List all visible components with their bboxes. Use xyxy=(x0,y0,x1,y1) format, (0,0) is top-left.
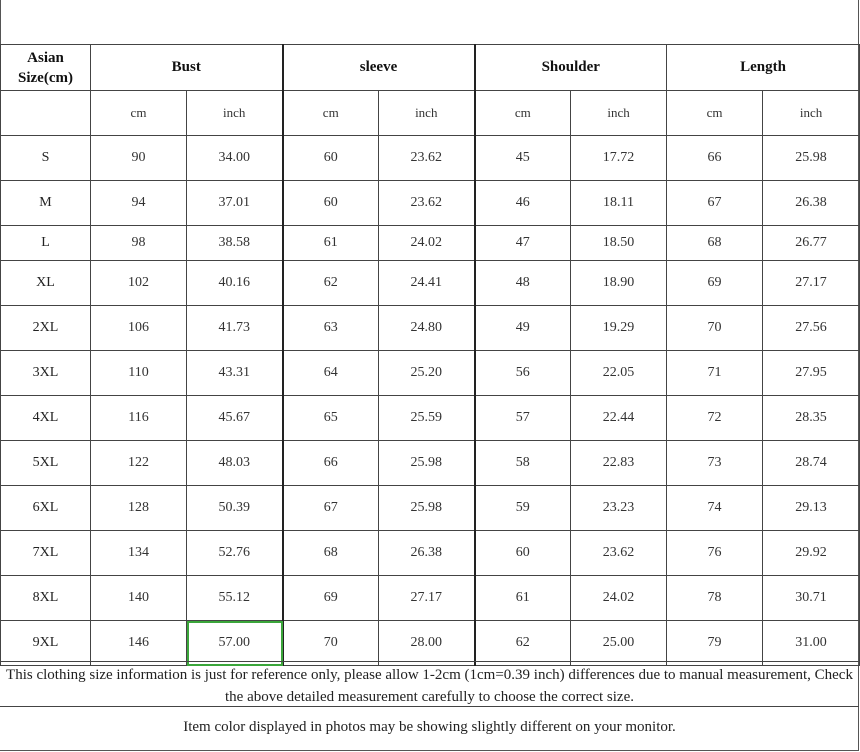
table-row xyxy=(1,351,860,396)
value-cell: 110 xyxy=(91,351,187,396)
unit-cell: cm xyxy=(475,91,571,136)
value-cell: 27.17 xyxy=(763,261,860,306)
value-cell: 41.73 xyxy=(187,306,283,351)
table-row xyxy=(1,441,860,486)
value-cell: 31.00 xyxy=(763,621,860,666)
value-cell: 30.71 xyxy=(763,576,860,621)
value-cell: 58 xyxy=(475,441,571,486)
value-cell: 74 xyxy=(667,486,763,531)
value-cell: 55.12 xyxy=(187,576,283,621)
value-cell: 50.39 xyxy=(187,486,283,531)
size-cell: L xyxy=(1,226,91,261)
frame-top-right-edge xyxy=(858,0,859,44)
value-cell: 22.83 xyxy=(571,441,667,486)
value-cell: 29.13 xyxy=(763,486,860,531)
group-header-length: Length xyxy=(667,45,860,91)
value-cell: 25.98 xyxy=(763,136,860,181)
value-cell: 69 xyxy=(667,261,763,306)
value-cell: 23.62 xyxy=(379,136,475,181)
value-cell: 68 xyxy=(667,226,763,261)
size-cell: 3XL xyxy=(1,351,91,396)
value-cell: 26.77 xyxy=(763,226,860,261)
table-row xyxy=(1,306,860,351)
value-cell: 68 xyxy=(283,531,379,576)
size-header-line2: Size(cm) xyxy=(18,69,73,86)
size-cell: 6XL xyxy=(1,486,91,531)
group-header-bust: Bust xyxy=(91,45,283,91)
unit-row xyxy=(1,91,860,136)
value-cell: 67 xyxy=(283,486,379,531)
value-cell: 63 xyxy=(283,306,379,351)
value-cell: 98 xyxy=(91,226,187,261)
value-cell: 62 xyxy=(475,621,571,666)
value-cell: 25.98 xyxy=(379,486,475,531)
size-column-header xyxy=(1,45,91,91)
group-header-shoulder: Shoulder xyxy=(475,45,667,91)
value-cell: 70 xyxy=(283,621,379,666)
size-cell: 5XL xyxy=(1,441,91,486)
table-row xyxy=(1,486,860,531)
unit-cell: cm xyxy=(283,91,379,136)
value-cell: 23.62 xyxy=(571,531,667,576)
value-cell: 72 xyxy=(667,396,763,441)
value-cell: 134 xyxy=(91,531,187,576)
value-cell: 70 xyxy=(667,306,763,351)
value-cell: 62 xyxy=(283,261,379,306)
value-cell: 34.00 xyxy=(187,136,283,181)
value-cell: 57 xyxy=(475,396,571,441)
size-rows xyxy=(1,136,860,666)
value-cell: 25.98 xyxy=(379,441,475,486)
header-row xyxy=(1,45,860,91)
value-cell: 128 xyxy=(91,486,187,531)
value-cell: 60 xyxy=(283,136,379,181)
value-cell: 26.38 xyxy=(763,181,860,226)
value-cell: 27.56 xyxy=(763,306,860,351)
value-cell: 28.35 xyxy=(763,396,860,441)
value-cell: 45 xyxy=(475,136,571,181)
value-cell: 28.00 xyxy=(379,621,475,666)
value-cell: 25.00 xyxy=(571,621,667,666)
value-cell: 29.92 xyxy=(763,531,860,576)
value-cell: 61 xyxy=(475,576,571,621)
table-row xyxy=(1,576,860,621)
table-row xyxy=(1,261,860,306)
value-cell: 48.03 xyxy=(187,441,283,486)
value-cell: 66 xyxy=(667,136,763,181)
value-cell: 116 xyxy=(91,396,187,441)
unit-empty-cell xyxy=(1,91,91,136)
value-cell: 52.76 xyxy=(187,531,283,576)
table-row xyxy=(1,226,860,261)
size-cell: M xyxy=(1,181,91,226)
value-cell: 106 xyxy=(91,306,187,351)
unit-cell: cm xyxy=(91,91,187,136)
value-cell: 25.20 xyxy=(379,351,475,396)
value-cell: 66 xyxy=(283,441,379,486)
value-cell: 79 xyxy=(667,621,763,666)
value-cell: 49 xyxy=(475,306,571,351)
value-cell: 18.90 xyxy=(571,261,667,306)
value-cell: 122 xyxy=(91,441,187,486)
value-cell: 102 xyxy=(91,261,187,306)
unit-cell: cm xyxy=(667,91,763,136)
value-cell: 69 xyxy=(283,576,379,621)
value-cell: 146 xyxy=(91,621,187,666)
value-cell: 90 xyxy=(91,136,187,181)
value-cell: 27.17 xyxy=(379,576,475,621)
frame-top-left-edge xyxy=(0,0,1,44)
value-cell: 73 xyxy=(667,441,763,486)
unit-cell: inch xyxy=(187,91,283,136)
value-cell: 71 xyxy=(667,351,763,396)
table-row xyxy=(1,181,860,226)
value-cell: 17.72 xyxy=(571,136,667,181)
value-cell: 18.50 xyxy=(571,226,667,261)
value-cell: 57.00 xyxy=(187,621,283,666)
value-cell: 65 xyxy=(283,396,379,441)
value-cell: 67 xyxy=(667,181,763,226)
value-cell: 37.01 xyxy=(187,181,283,226)
table-row xyxy=(1,396,860,441)
table-row xyxy=(1,531,860,576)
group-header-sleeve: sleeve xyxy=(283,45,475,91)
value-cell: 38.58 xyxy=(187,226,283,261)
size-cell: S xyxy=(1,136,91,181)
value-cell: 27.95 xyxy=(763,351,860,396)
size-cell: XL xyxy=(1,261,91,306)
value-cell: 48 xyxy=(475,261,571,306)
unit-cell: inch xyxy=(763,91,860,136)
value-cell: 46 xyxy=(475,181,571,226)
value-cell: 28.74 xyxy=(763,441,860,486)
table-row xyxy=(1,136,860,181)
value-cell: 24.02 xyxy=(379,226,475,261)
value-cell: 47 xyxy=(475,226,571,261)
size-cell: 7XL xyxy=(1,531,91,576)
value-cell: 19.29 xyxy=(571,306,667,351)
value-cell: 23.62 xyxy=(379,181,475,226)
value-cell: 140 xyxy=(91,576,187,621)
value-cell: 24.02 xyxy=(571,576,667,621)
value-cell: 56 xyxy=(475,351,571,396)
value-cell: 64 xyxy=(283,351,379,396)
value-cell: 94 xyxy=(91,181,187,226)
value-cell: 22.05 xyxy=(571,351,667,396)
value-cell: 26.38 xyxy=(379,531,475,576)
color-note: Item color displayed in photos may be showing slightly different on your monitor. xyxy=(183,719,676,735)
value-cell: 59 xyxy=(475,486,571,531)
value-cell: 22.44 xyxy=(571,396,667,441)
size-header-line1: Asian xyxy=(27,49,64,66)
value-cell: 24.80 xyxy=(379,306,475,351)
size-cell: 4XL xyxy=(1,396,91,441)
unit-cell: inch xyxy=(571,91,667,136)
value-cell: 23.23 xyxy=(571,486,667,531)
reference-note: This clothing size information is just for reference only, please allow 1-2cm (1cm=0.39 inch) differences due to manual measurement, Check the above detailed measurement carefully to choose the correct size. xyxy=(0,661,859,707)
size-chart-table xyxy=(0,44,860,666)
value-cell: 60 xyxy=(283,181,379,226)
table-row xyxy=(1,621,860,666)
value-cell: 24.41 xyxy=(379,261,475,306)
size-cell: 2XL xyxy=(1,306,91,351)
value-cell: 45.67 xyxy=(187,396,283,441)
value-cell: 78 xyxy=(667,576,763,621)
value-cell: 60 xyxy=(475,531,571,576)
value-cell: 40.16 xyxy=(187,261,283,306)
value-cell: 25.59 xyxy=(379,396,475,441)
value-cell: 18.11 xyxy=(571,181,667,226)
size-cell: 9XL xyxy=(1,621,91,666)
size-cell: 8XL xyxy=(1,576,91,621)
unit-cell: inch xyxy=(379,91,475,136)
value-cell: 61 xyxy=(283,226,379,261)
value-cell: 43.31 xyxy=(187,351,283,396)
value-cell: 76 xyxy=(667,531,763,576)
